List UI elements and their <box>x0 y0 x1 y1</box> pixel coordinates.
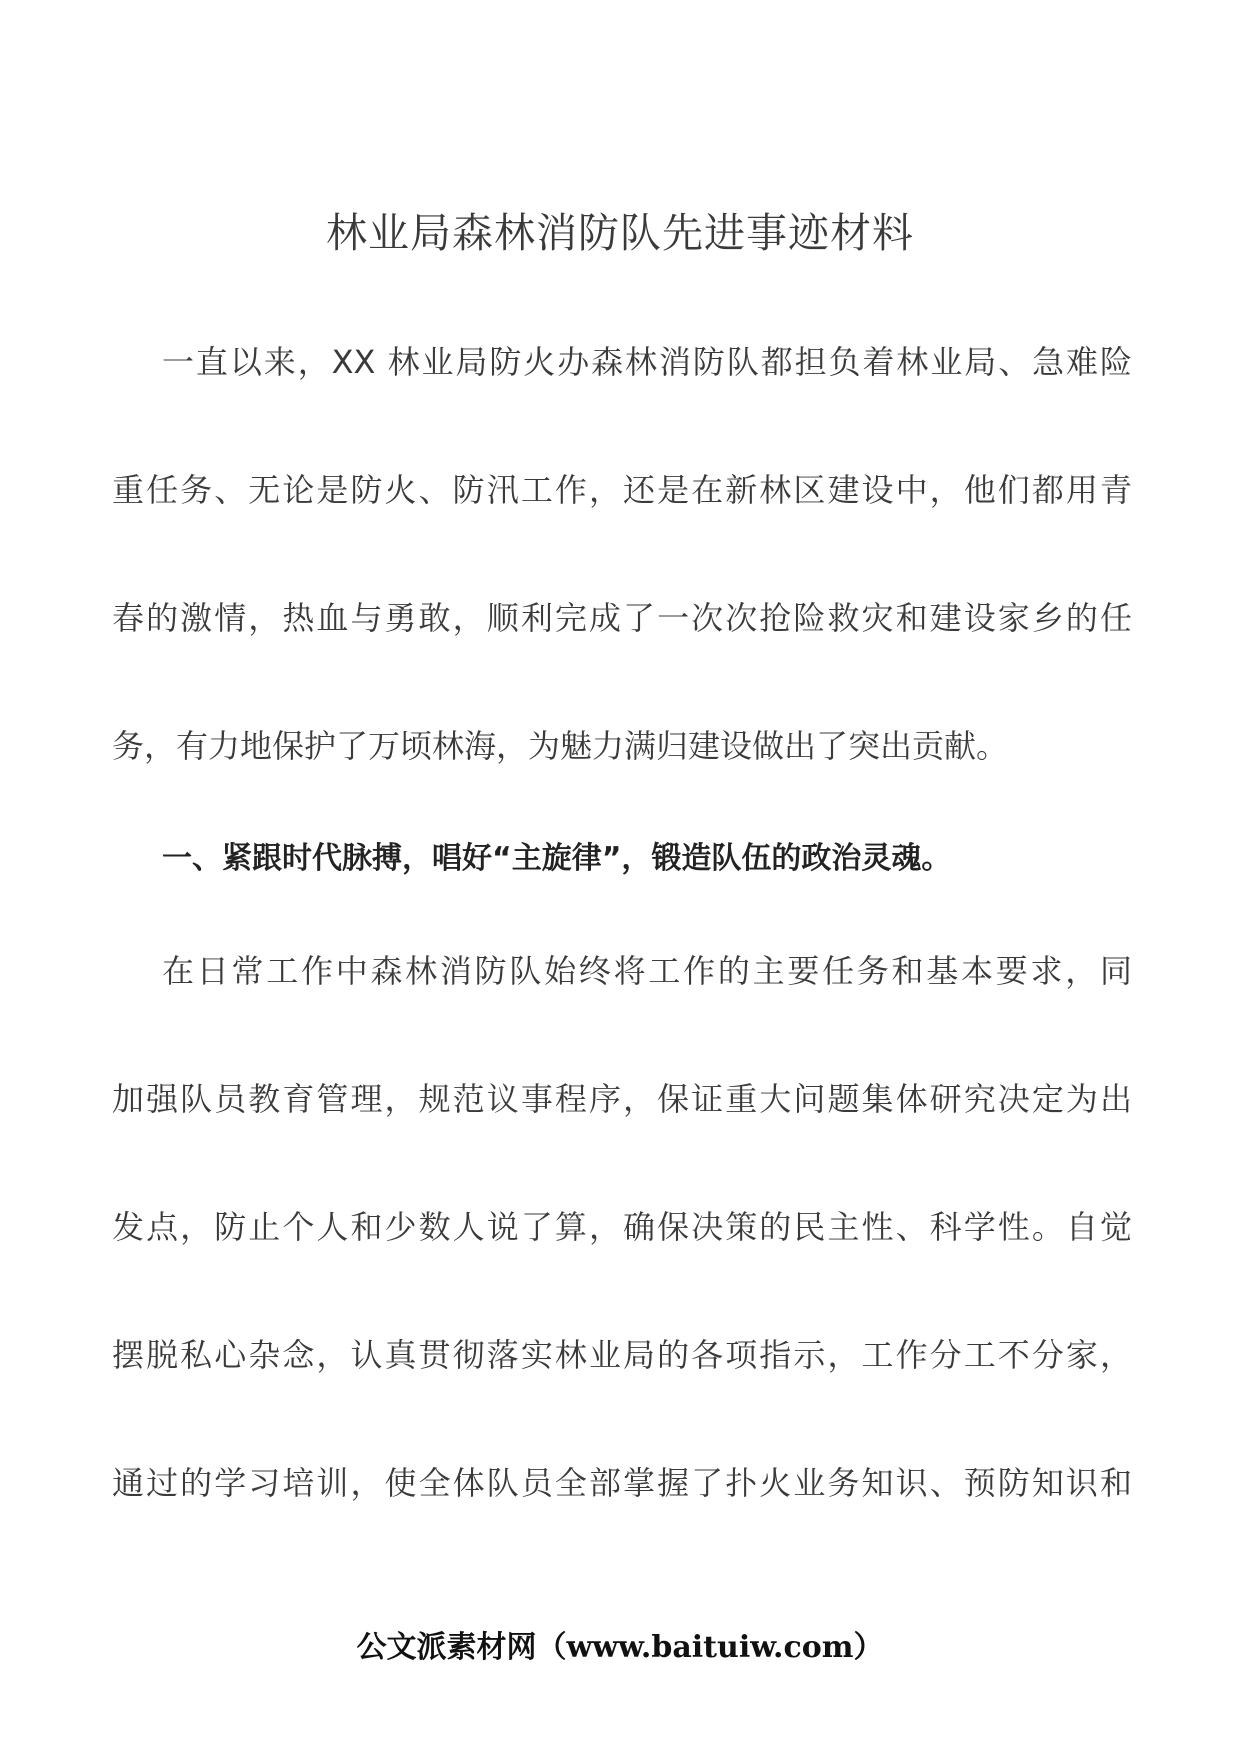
paragraph-2-line-4: 摆脱私心杂念，认真贯彻落实林业局的各项指示，工作分工不分家， <box>112 1336 1132 1374</box>
section-1-heading: 一、紧跟时代脉搏，唱好“主旋律”，锻造队伍的政治灵魂。 <box>162 841 952 876</box>
paragraph-2-line-2: 加强队员教育管理，规范议事程序，保证重大问题集体研究决定为出 <box>112 1080 1132 1118</box>
paragraph-2-line-5: 通过的学习培训，使全体队员全部掌握了扑火业务知识、预防知识和 <box>112 1464 1132 1502</box>
paragraph-2-line-3: 发点，防止个人和少数人说了算，确保决策的民主性、科学性。自觉 <box>112 1208 1132 1246</box>
paragraph-1-line-2: 重任务、无论是防火、防汛工作，还是在新林区建设中，他们都用青 <box>112 471 1132 509</box>
paragraph-1-line-3: 春的激情，热血与勇敢，顺利完成了一次次抢险救灾和建设家乡的任 <box>112 599 1132 637</box>
document-title: 林业局森林消防队先进事迹材料 <box>326 209 914 257</box>
paragraph-1-line-1: 一直以来，XX 林业局防火办森林消防队都担负着林业局、急难险 <box>162 343 1132 381</box>
footer-watermark-text: 公文派素材网（www.baituiw.com） <box>356 1630 884 1665</box>
paragraph-2-line-1: 在日常工作中森林消防队始终将工作的主要任务和基本要求，同 <box>162 952 1132 990</box>
paragraph-1-line-4: 务，有力地保护了万顷林海，为魅力满归建设做出了突出贡献。 <box>112 727 1009 765</box>
